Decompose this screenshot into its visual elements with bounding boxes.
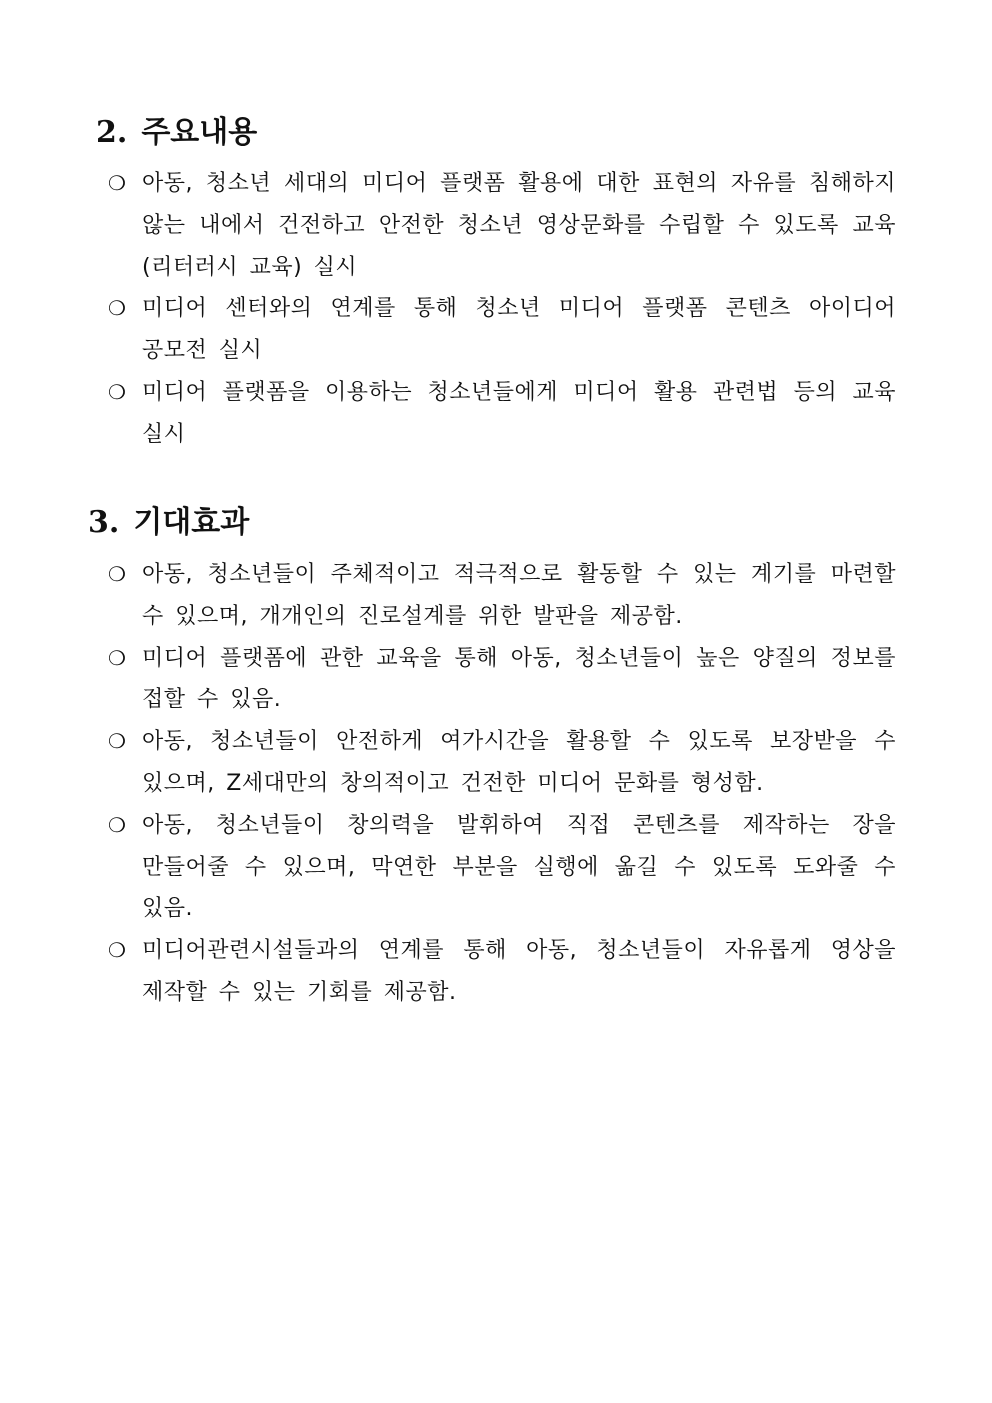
section-heading-expected-effects — [88, 505, 250, 540]
list-item — [108, 721, 896, 805]
section-title: 주요내용 — [141, 115, 258, 150]
circle-bullet-icon: ❍ — [108, 379, 127, 404]
list-item-text: 미디어 플랫폼에 관한 교육을 통해 아동, 청소년들이 높은 양질의 정보를 접할 수 있음. — [142, 645, 896, 713]
list-item-text: 아동, 청소년들이 주체적이고 적극적으로 활동할 수 있는 계기를 마련할 수 있으며, 개개인의 진로설계를 위한 발판을 제공함. — [142, 562, 896, 629]
list-item — [108, 554, 896, 638]
circle-bullet-icon: ❍ — [108, 562, 127, 586]
section-number: 3. — [88, 505, 120, 540]
list-item — [108, 372, 896, 456]
section-heading-main-contents — [96, 115, 258, 150]
section-title: 기대효과 — [133, 505, 250, 540]
list-item-text: 아동, 청소년 세대의 미디어 플랫폼 활용에 대한 표현의 자유를 침해하지 않는 내에서 건전하고 안전한 청소년 영상문화를 수립할 수 있도록 교육(리터러시 교육) 실시 — [142, 171, 896, 280]
list-item — [108, 805, 896, 930]
circle-bullet-icon: ❍ — [108, 729, 127, 754]
list-item — [108, 163, 896, 288]
list-item-text: 미디어 센터와의 연계를 통해 청소년 미디어 플랫폼 콘텐츠 아이디어 공모전 실시 — [142, 296, 896, 364]
list-item-text: 아동, 청소년들이 안전하게 여가시간을 활용할 수 있도록 보장받을 수 있으며, Z세대만의 창의적이고 건전한 미디어 문화를 형성함. — [142, 729, 896, 796]
list-item — [108, 638, 896, 722]
list-item-text: 미디어관련시설들과의 연계를 통해 아동, 청소년들이 자유롭게 영상을 제작할 수 있는 기회를 제공함. — [142, 938, 896, 1005]
main-contents-list — [108, 163, 896, 456]
expected-effects-list — [108, 554, 896, 1014]
circle-bullet-icon: ❍ — [108, 296, 127, 321]
list-item-text: 미디어 플랫폼을 이용하는 청소년들에게 미디어 활용 관련법 등의 교육 실시 — [142, 379, 896, 447]
list-item-text: 아동, 청소년들이 창의력을 발휘하여 직접 콘텐츠를 제작하는 장을 만들어줄 수 있으며, 막연한 부분을 실행에 옮길 수 있도록 도와줄 수 있음. — [142, 812, 896, 922]
circle-bullet-icon: ❍ — [108, 645, 127, 670]
list-item — [108, 288, 896, 372]
circle-bullet-icon: ❍ — [108, 171, 127, 195]
list-item — [108, 930, 896, 1014]
circle-bullet-icon: ❍ — [108, 812, 127, 837]
circle-bullet-icon: ❍ — [108, 938, 127, 963]
section-number: 2. — [96, 115, 128, 150]
